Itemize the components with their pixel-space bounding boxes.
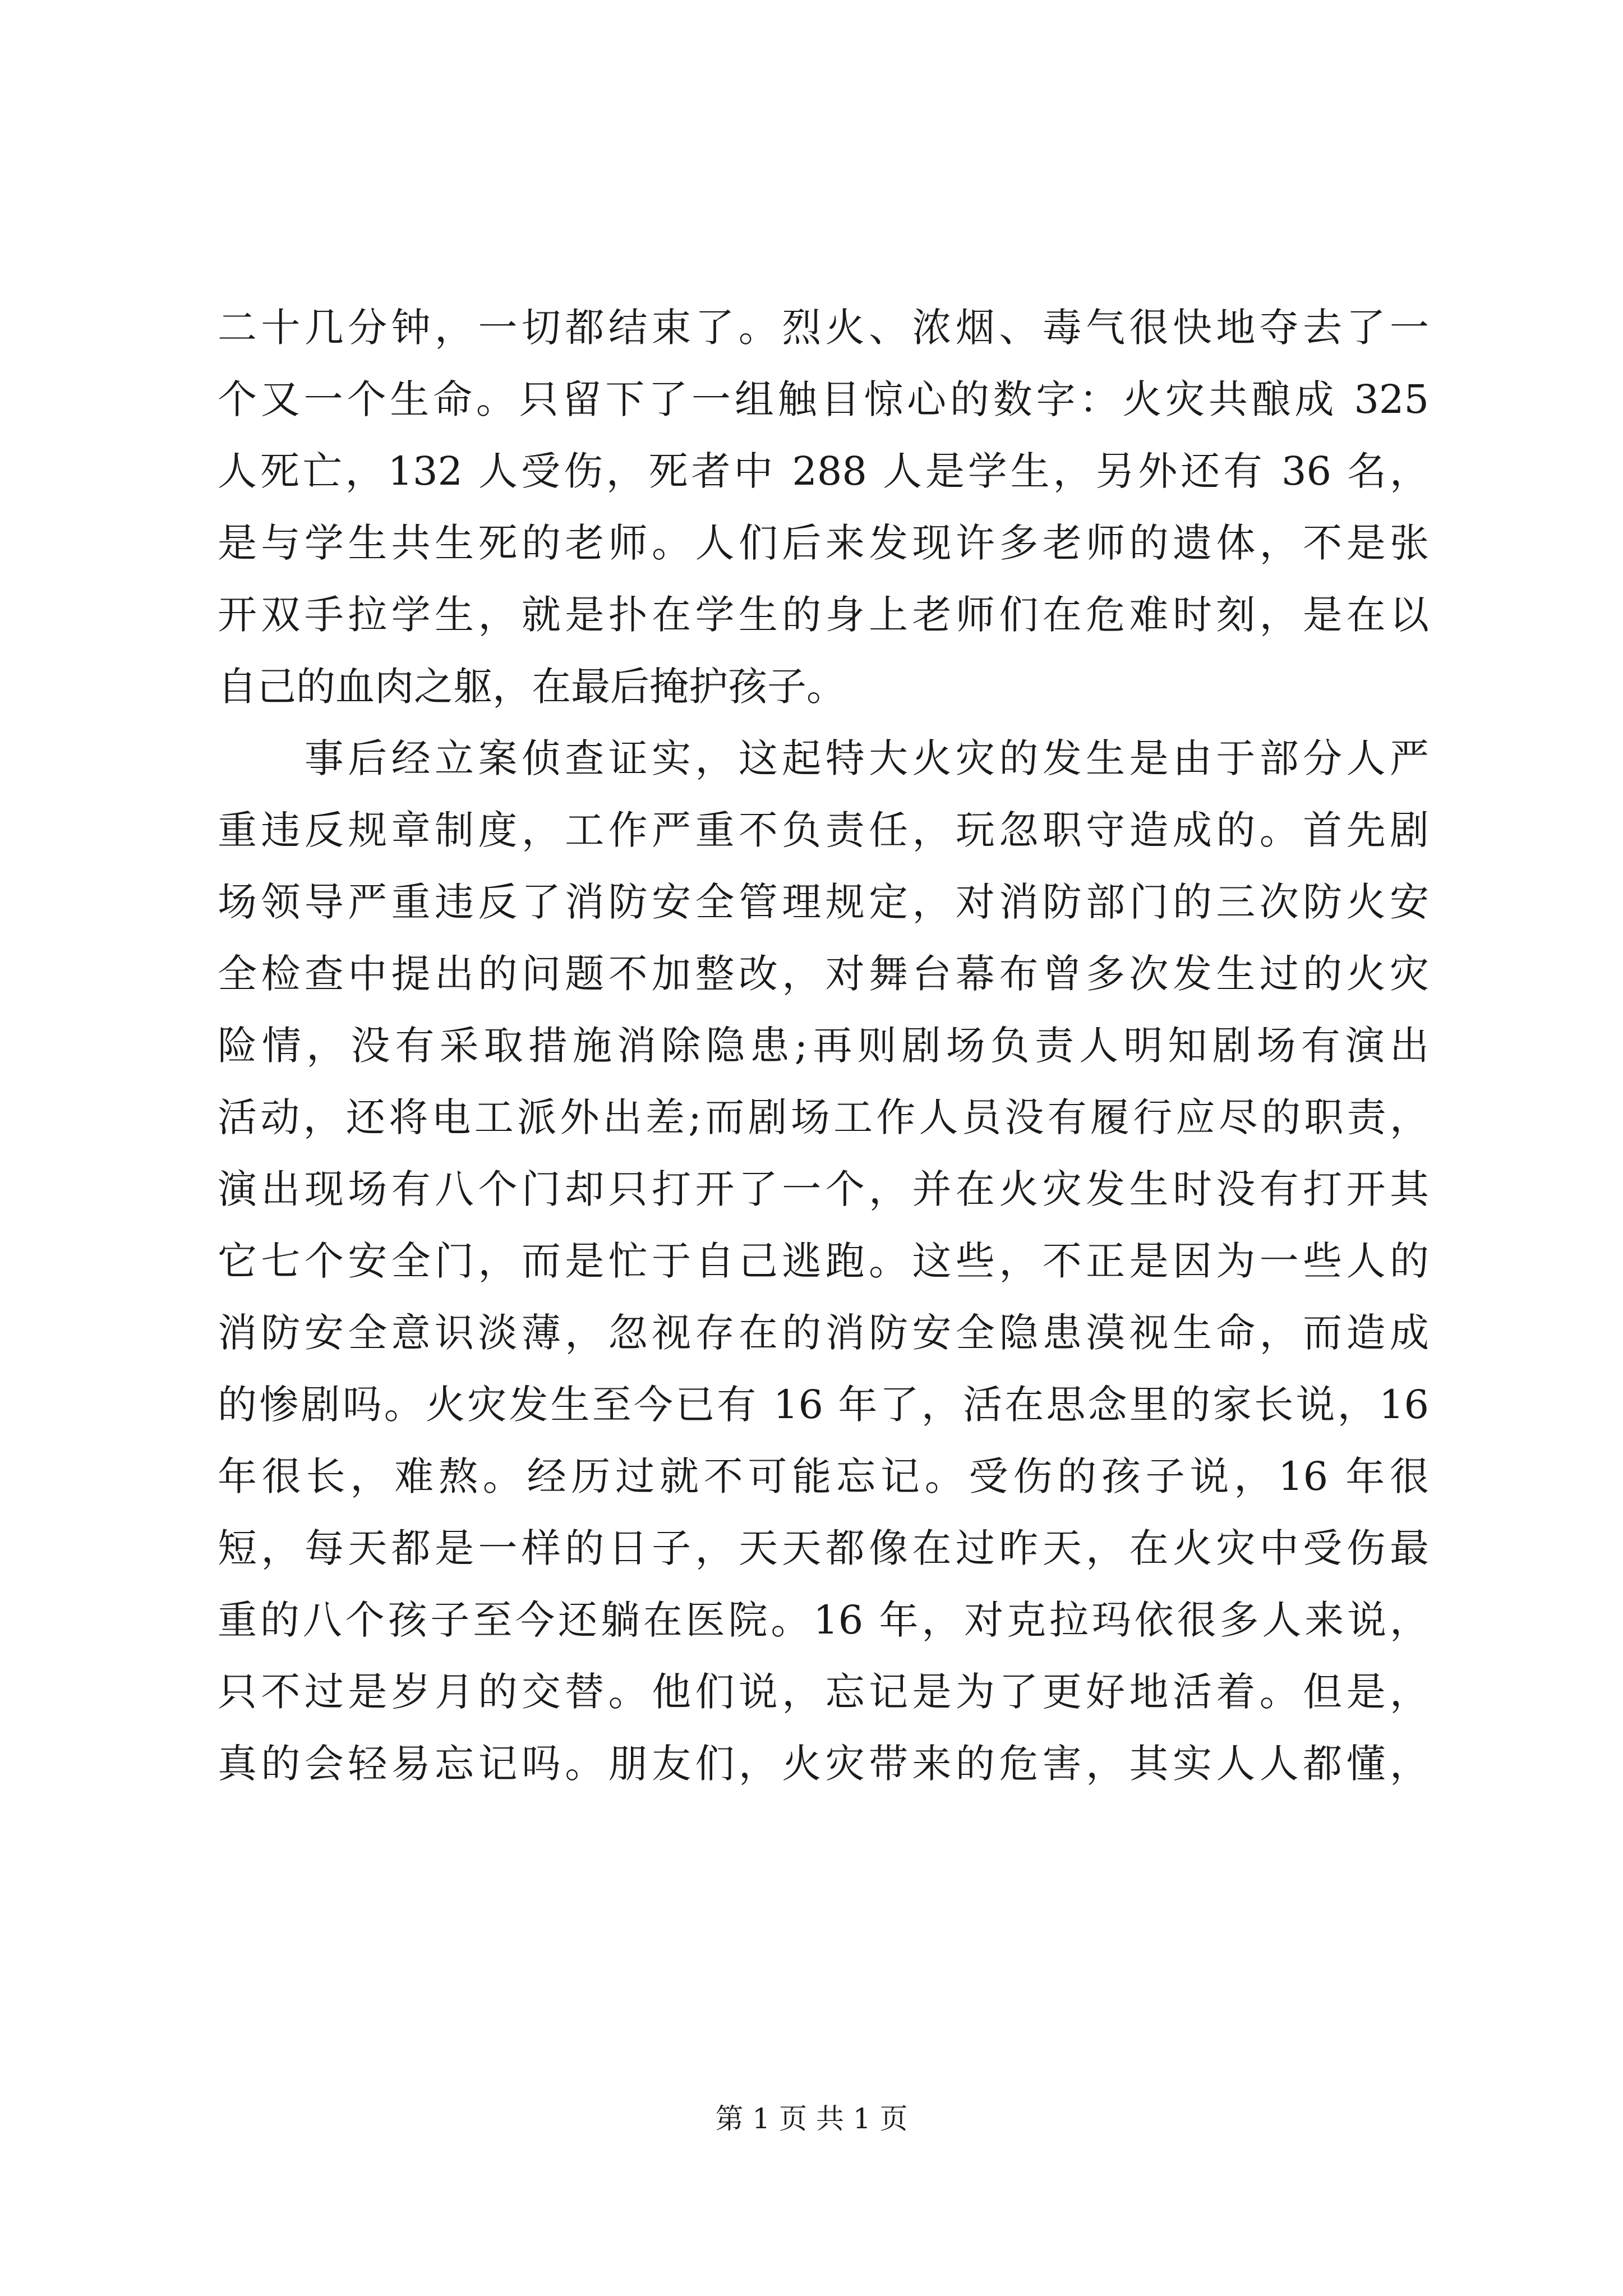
text-line-14: 它七个安全门，而是忙于自己逃跑。这些，不正是因为一些人的: [218, 1238, 1429, 1284]
text-line-10: 全检查中提出的问题不加整改，对舞台幕布曾多次发生过的火灾: [218, 951, 1429, 997]
text-line-2: 个又一个生命。只留下了一组触目惊心的数字：火灾共酿成 325: [218, 376, 1429, 422]
text-line-20: 只不过是岁月的交替。他们说，忘记是为了更好地活着。但是，: [218, 1669, 1429, 1715]
page-number-label: 第 1 页 共 1 页: [715, 2102, 908, 2135]
text-line-11: 险情，没有采取措施消除隐患;再则剧场负责人明知剧场有演出: [218, 1023, 1429, 1069]
text-line-21: 真的会轻易忘记吗。朋友们，火灾带来的危害，其实人人都懂，: [218, 1741, 1429, 1787]
text-line-16: 的惨剧吗。火灾发生至今已有 16 年了，活在思念里的家长说，16: [218, 1382, 1429, 1428]
body-text: [218, 292, 1429, 1800]
text-line-6: 自己的血肉之躯，在最后掩护孩子。: [218, 664, 846, 710]
page-footer: [0, 2099, 1623, 2138]
text-line-8: 重违反规章制度，工作严重不负责任，玩忽职守造成的。首先剧: [218, 807, 1429, 853]
text-line-17: 年很长，难熬。经历过就不可能忘记。受伤的孩子说，16 年很: [218, 1453, 1429, 1499]
text-line-7: 事后经立案侦查证实，这起特大火灾的发生是由于部分人严: [218, 735, 1429, 781]
text-line-13: 演出现场有八个门却只打开了一个，并在火灾发生时没有打开其: [218, 1166, 1429, 1212]
text-line-4: 是与学生共生死的老师。人们后来发现许多老师的遗体，不是张: [218, 520, 1429, 566]
text-line-18: 短，每天都是一样的日子，天天都像在过昨天，在火灾中受伤最: [218, 1525, 1429, 1571]
text-line-15: 消防安全意识淡薄，忽视存在的消防安全隐患漠视生命，而造成: [218, 1310, 1429, 1356]
text-line-19: 重的八个孩子至今还躺在医院。16 年，对克拉玛依很多人来说，: [218, 1597, 1429, 1643]
text-line-12: 活动，还将电工派外出差;而剧场工作人员没有履行应尽的职责，: [218, 1094, 1429, 1140]
text-line-3: 人死亡，132 人受伤，死者中 288 人是学生，另外还有 36 名，: [218, 448, 1429, 494]
text-line-5: 开双手拉学生，就是扑在学生的身上老师们在危难时刻，是在以: [218, 592, 1429, 638]
text-line-9: 场领导严重违反了消防安全管理规定，对消防部门的三次防火安: [218, 879, 1429, 925]
text-line-1: 二十几分钟，一切都结束了。烈火、浓烟、毒气很快地夺去了一: [218, 305, 1429, 351]
